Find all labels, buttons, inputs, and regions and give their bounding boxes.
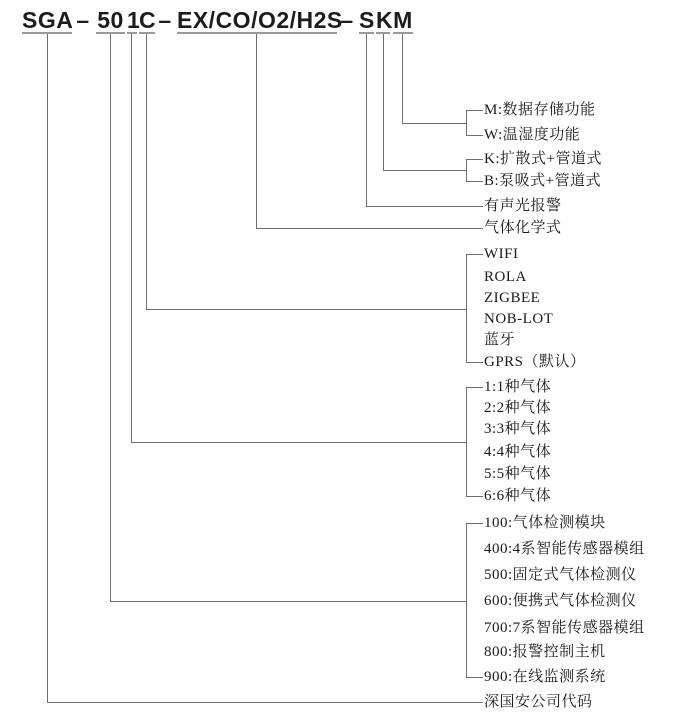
connector-vline-alarm: [366, 34, 367, 206]
connector-hline-gas-count: [131, 442, 466, 443]
bracket-tick: [466, 362, 483, 363]
code-segment-company: SGA: [22, 7, 74, 33]
code-dash: –: [158, 7, 172, 33]
legend-label: 1:1种气体: [484, 379, 552, 395]
bracket-tick: [466, 254, 483, 255]
connector-hline-alarm: [366, 206, 483, 207]
legend-label: 3:3种气体: [484, 421, 552, 437]
connector-vline-series: [110, 34, 111, 601]
legend-label: ROLA: [484, 269, 527, 285]
code-segment-gas-formula: EX/CO/O2/H2S: [177, 7, 343, 33]
legend-label: 700:7系智能传感器模组: [484, 620, 645, 636]
connector-vline-comm: [146, 34, 147, 309]
code-dash: –: [76, 7, 90, 33]
connector-vline-gas-count: [131, 34, 132, 442]
bracket-spine-sampling: [466, 159, 467, 182]
legend-label: 900:在线监测系统: [484, 669, 606, 685]
bracket-tick: [466, 159, 483, 160]
bracket-tick: [466, 496, 483, 497]
legend-label: WIFI: [484, 246, 519, 262]
connector-hline-sampling: [383, 170, 466, 171]
bracket-tick: [466, 523, 483, 524]
legend-label: 6:6种气体: [484, 488, 552, 504]
bracket-spine-comm: [466, 254, 467, 363]
bracket-tick: [466, 677, 483, 678]
connector-hline-comm: [146, 309, 466, 310]
legend-label: B:泵吸式+管道式: [484, 173, 602, 189]
bracket-tick: [466, 181, 483, 182]
connector-vline-sampling: [383, 34, 384, 170]
connector-hline-function: [402, 123, 466, 124]
legend-label: ZIGBEE: [484, 290, 541, 306]
legend-label: 气体化学式: [484, 220, 562, 236]
legend-label: 800:报警控制主机: [484, 644, 606, 660]
connector-vline-function: [402, 34, 403, 123]
bracket-tick: [466, 135, 483, 136]
code-segment-comm: C: [139, 7, 157, 33]
legend-label: 500:固定式气体检测仪: [484, 567, 637, 583]
legend-label: 深国安公司代码: [484, 694, 593, 710]
legend-label: 5:5种气体: [484, 466, 552, 482]
connector-hline-company: [47, 702, 483, 703]
code-segment-sampling: K: [376, 7, 394, 33]
legend-label: 蓝牙: [484, 332, 516, 348]
bracket-tick: [466, 110, 483, 111]
legend-label: 100:气体检测模块: [484, 515, 606, 531]
code-segment-alarm: S: [359, 7, 375, 33]
connector-vline-gas-formula: [256, 34, 257, 228]
legend-label: 4:4种气体: [484, 444, 552, 460]
bracket-spine-series: [466, 523, 467, 678]
legend-label: M:数据存储功能: [484, 102, 596, 118]
legend-label: K:扩散式+管道式: [484, 151, 602, 167]
code-segment-gas-count: 1: [127, 7, 141, 33]
connector-vline-company: [47, 34, 48, 702]
legend-label: 有声光报警: [484, 198, 562, 214]
bracket-spine-function: [466, 110, 467, 136]
legend-label: 400:4系智能传感器模组: [484, 541, 645, 557]
bracket-spine-gas-count: [466, 387, 467, 497]
code-dash: –: [340, 7, 354, 33]
legend-label: 600:便携式气体检测仪: [484, 593, 637, 609]
legend-label: NOB-LOT: [484, 311, 554, 327]
legend-label: 2:2种气体: [484, 400, 552, 416]
bracket-tick: [466, 387, 483, 388]
connector-hline-series: [110, 601, 466, 602]
legend-label: GPRS（默认）: [484, 354, 586, 370]
code-segment-series: 50: [97, 7, 124, 33]
code-segment-function: M: [393, 7, 413, 33]
legend-label: W:温湿度功能: [484, 127, 581, 143]
connector-hline-gas-formula: [256, 228, 483, 229]
